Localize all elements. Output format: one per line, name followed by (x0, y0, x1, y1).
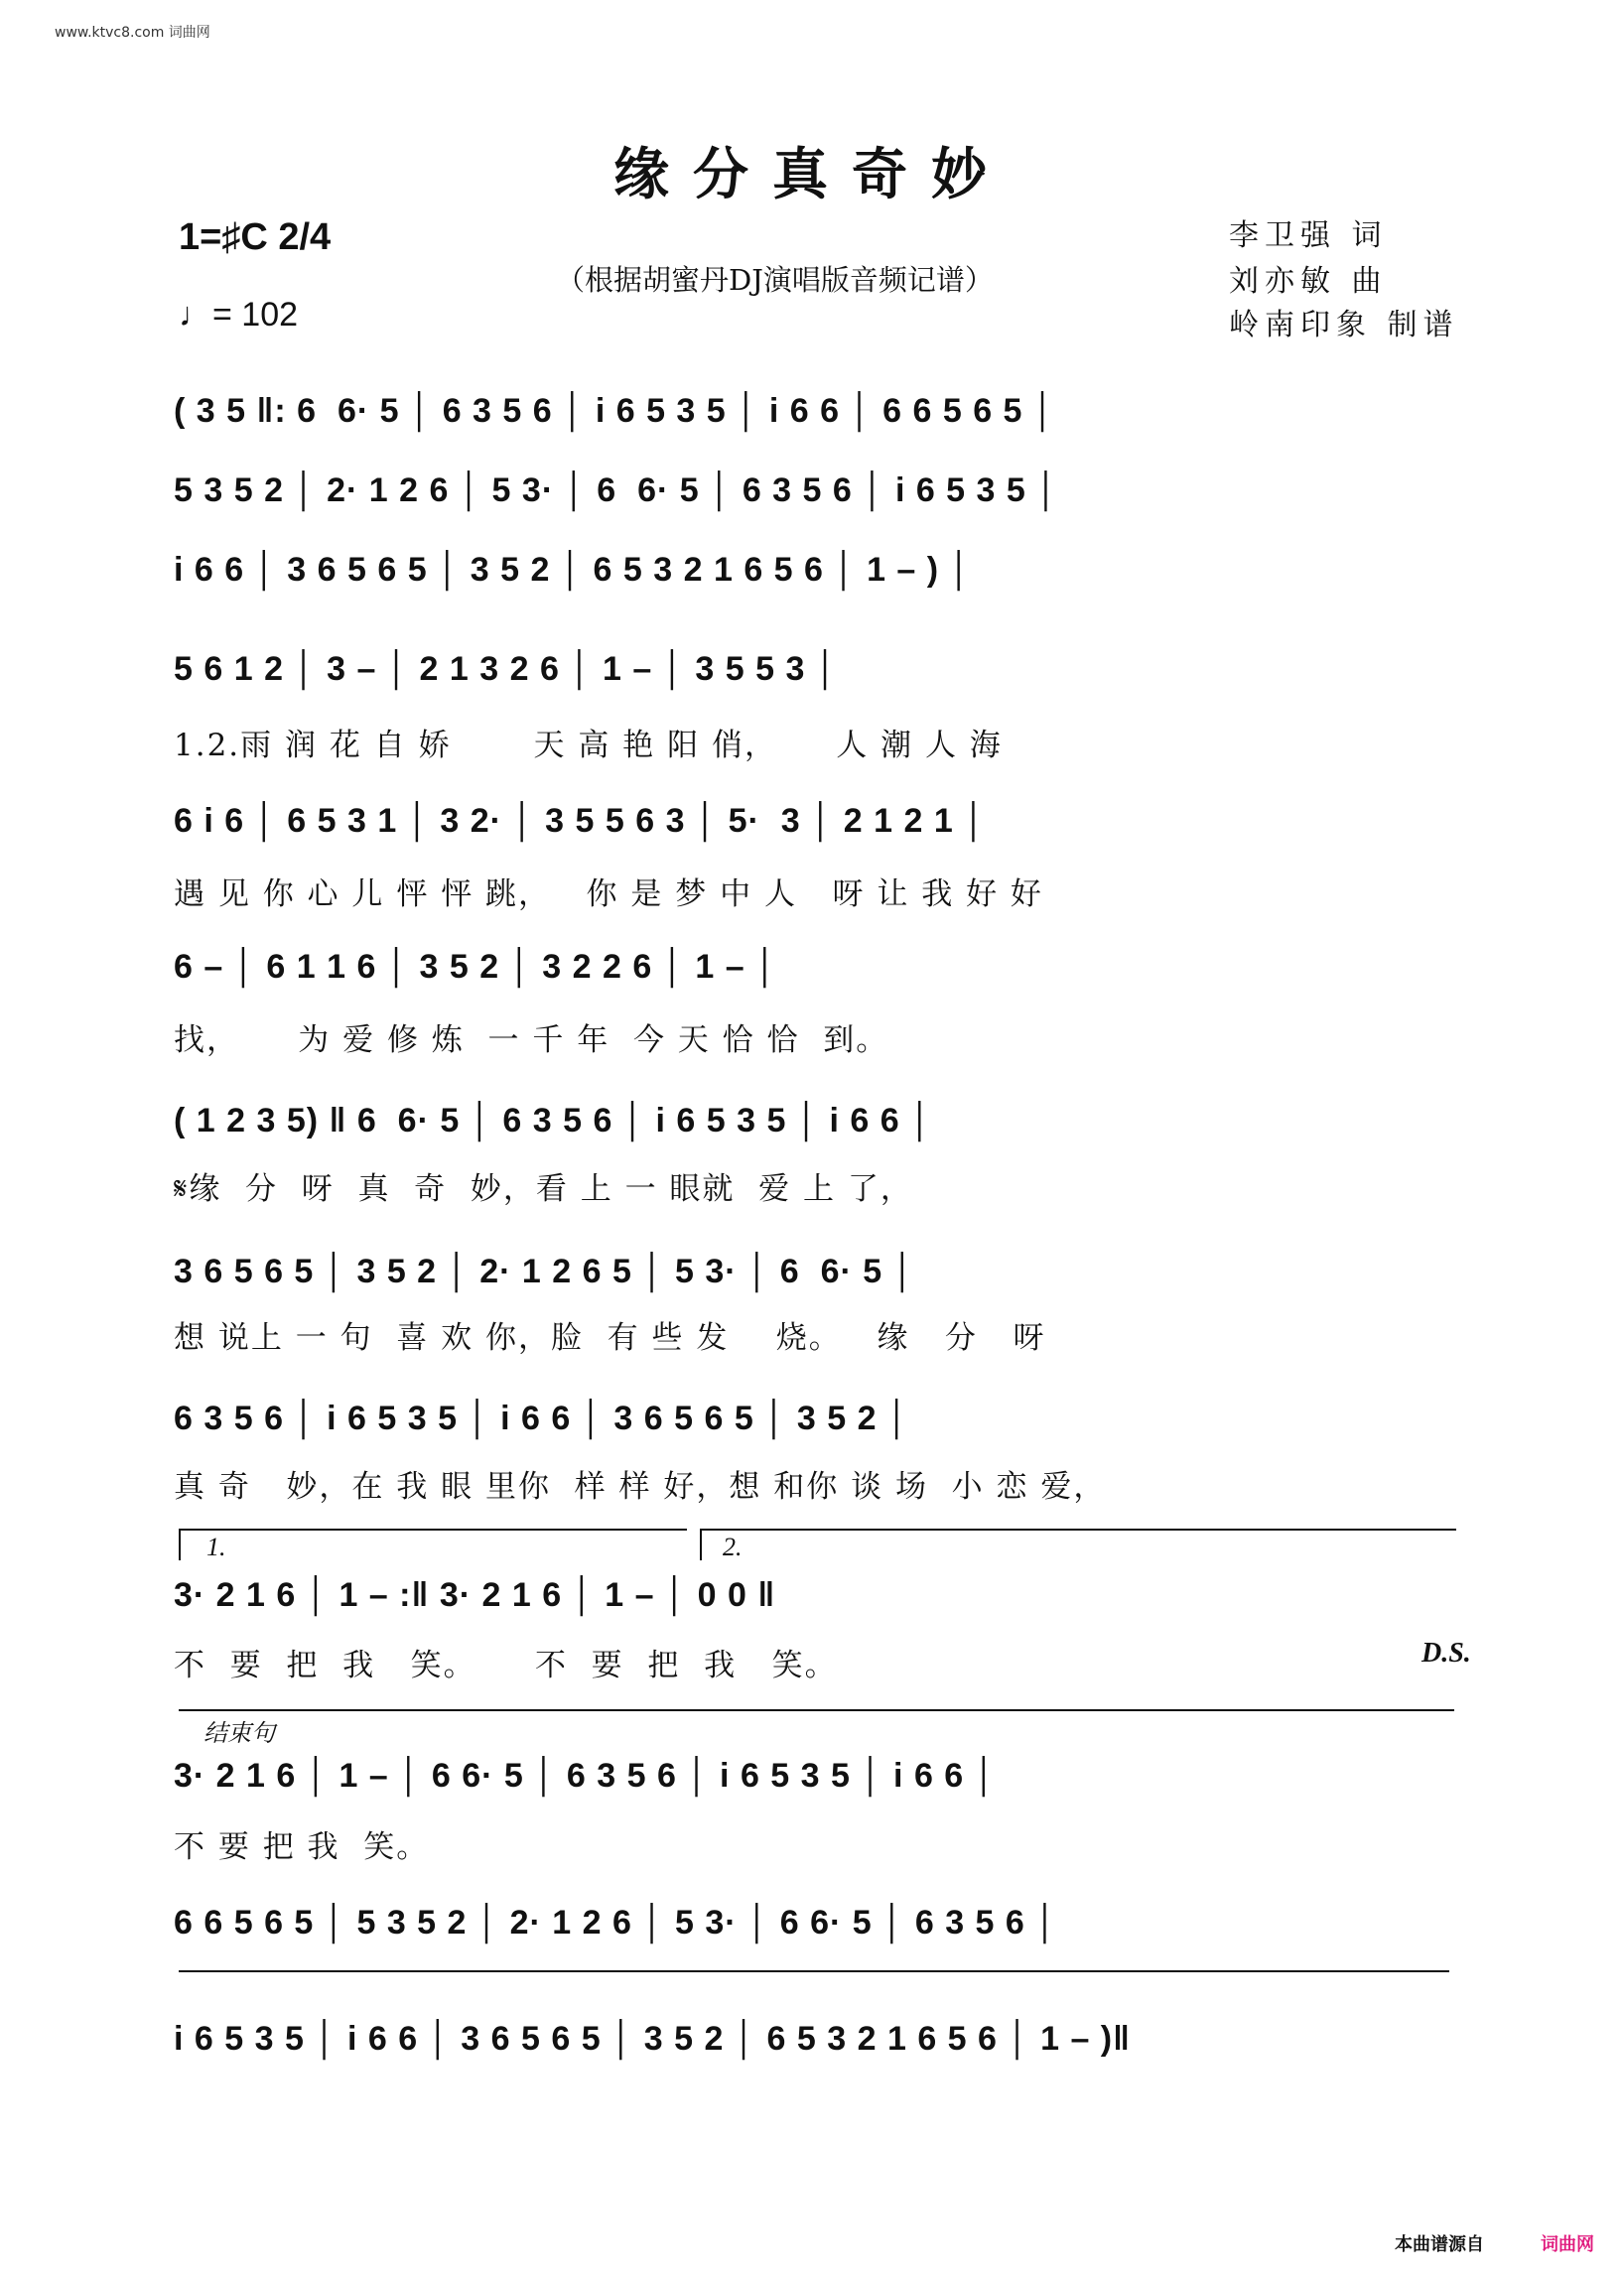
footer-brand: 词曲网 (1541, 2234, 1594, 2255)
lyric-line: 想 说上 一 句 喜 欢 你，脸 有 些 发 烧。 缘 分 呀 (174, 1320, 1046, 1356)
tempo-marking: ♩= 102 (179, 296, 299, 334)
lyricist-credit: 李卫强 词 (1229, 218, 1388, 253)
key-signature: 1=♯C 2/4 (179, 216, 332, 258)
source-note: （根据胡蜜丹DJ演唱版音频记谱） (556, 263, 994, 297)
score-line: 6 i 6 │ 6 5 3 1 │ 3 2· │ 3 5 5 6 3 │ 5· 3 │ 2 1 2 1 │ (174, 802, 987, 840)
ending-label: 结束句 (203, 1721, 275, 1747)
lyric-line: 不 要 把 我 笑。 (174, 1829, 430, 1865)
lyric-line: 遇 见 你 心 儿 怦 怦 跳， 你 是 梦 中 人 呀 让 我 好 好 (174, 876, 1043, 912)
lyric-line: 真 奇 妙，在 我 眼 里你 样 样 好，想 和你 谈 场 小 恋 爱， (174, 1469, 1107, 1505)
lyric-line: 𝄋缘 分 呀 真 奇 妙，看 上 一 眼就 爱 上 了， (174, 1171, 913, 1207)
volta-bracket-1 (179, 1529, 687, 1560)
lyric-line: 找， 为 爱 修 炼 一 千 年 今 天 恰 恰 到。 (174, 1022, 889, 1058)
dal-segno-mark: D.S. (1421, 1638, 1471, 1669)
lyric-line: 1.2.雨 润 花 自 娇 天 高 艳 阳 俏， 人 潮 人 海 (174, 728, 1003, 763)
score-line: i 6 5 3 5 │ i 6 6 │ 3 6 5 6 5 │ 3 5 2 │ 6 5 3 2 1 6 5 6 │ 1 – )‖ (174, 2020, 1132, 2058)
score-line: 3 6 5 6 5 │ 3 5 2 │ 2· 1 2 6 5 │ 5 3· │ 6 6· 5 │ (174, 1253, 915, 1290)
score-line: 3· 2 1 6 │ 1 – :‖ 3· 2 1 6 │ 1 – │ 0 0 ‖ (174, 1576, 776, 1614)
ending-bracket-line (179, 1970, 1449, 1972)
composer-credit: 刘亦敏 曲 (1229, 264, 1388, 299)
song-title: 缘分真奇妙 (613, 142, 1011, 207)
volta-label-1: 1. (206, 1533, 226, 1561)
score-line: 5 3 5 2 │ 2· 1 2 6 │ 5 3· │ 6 6· 5 │ 6 3 5 6 │ i 6 5 3 5 │ (174, 471, 1059, 509)
footer-source: 本曲谱源自 (1395, 2234, 1484, 2255)
lyric-line: 不 要 把 我 笑。 不 要 把 我 笑。 (174, 1648, 838, 1683)
transcriber-credit: 岭南印象 制谱 (1229, 308, 1459, 342)
score-line: 6 – │ 6 1 1 6 │ 3 5 2 │ 3 2 2 6 │ 1 – │ (174, 948, 778, 986)
score-line: 5 6 1 2 │ 3 – │ 2 1 3 2 6 │ 1 – │ 3 5 5 3 │ (174, 650, 839, 688)
score-line: 6 6 5 6 5 │ 5 3 5 2 │ 2· 1 2 6 │ 5 3· │ 6 6· 5 │ 6 3 5 6 │ (174, 1904, 1058, 1942)
ending-bracket (179, 1709, 1454, 1711)
score-line: ( 1 2 3 5) ‖ 6 6· 5 │ 6 3 5 6 │ i 6 5 3 5 │ i 6 6 │ (174, 1102, 933, 1139)
volta-bracket-2 (700, 1529, 1456, 1560)
score-line: i 6 6 │ 3 6 5 6 5 │ 3 5 2 │ 6 5 3 2 1 6 5 6 │ 1 – ) │ (174, 551, 972, 589)
volta-label-2: 2. (723, 1533, 743, 1561)
score-line: 6 3 5 6 │ i 6 5 3 5 │ i 6 6 │ 3 6 5 6 5 │ 3 5 2 │ (174, 1400, 910, 1437)
score-line: ( 3 5 ‖: 6 6· 5 │ 6 3 5 6 │ i 6 5 3 5 │ i 6 6 │ 6 6 5 6 5 │ (174, 392, 1056, 430)
site-url: www.ktvc8.com 词曲网 (55, 25, 210, 41)
score-line: 3· 2 1 6 │ 1 – │ 6 6· 5 │ 6 3 5 6 │ i 6 5 3 5 │ i 6 6 │ (174, 1757, 997, 1795)
